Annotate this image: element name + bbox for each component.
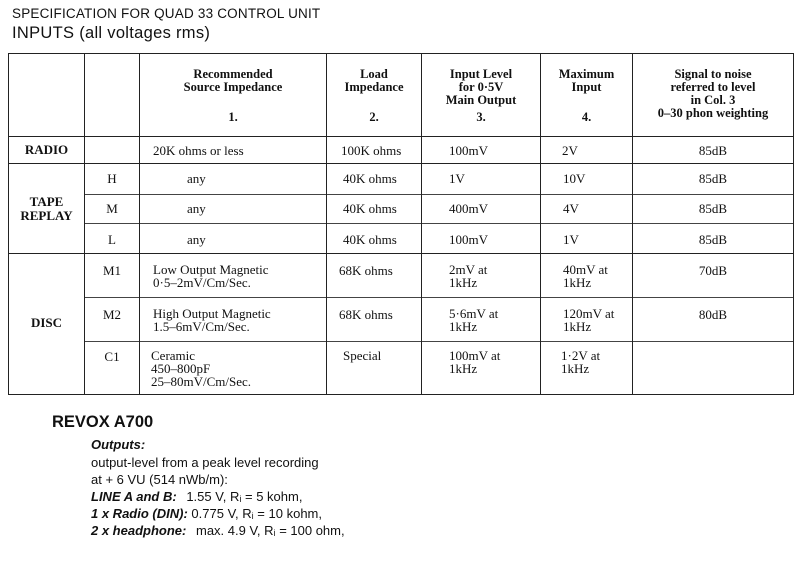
cell-line: 1kHz (563, 275, 592, 290)
header-line: 0–30 phon weighting (657, 106, 769, 120)
cell-source (151, 349, 251, 388)
table-rule (84, 53, 85, 394)
cell-line: 1kHz (449, 361, 478, 376)
table-rule (793, 53, 794, 394)
output-label: LINE A and B: (91, 489, 177, 504)
output-line-a-b (91, 489, 302, 504)
cell-source: any (187, 201, 206, 216)
cell-sub: H (107, 171, 117, 186)
header-line: Signal to noise (674, 67, 752, 81)
output-value: 0.775 V, Rᵢ = 10 kohm, (191, 506, 322, 521)
header-line: Source Impedance (183, 80, 283, 94)
cell-max: 1V (563, 232, 579, 247)
cell-snr: 85dB (698, 201, 728, 216)
table-rule (8, 136, 794, 137)
group-label-disc: DISC (30, 315, 63, 330)
cell-input (449, 349, 500, 375)
cell-load: 40K ohms (343, 171, 397, 186)
header-number: 3. (476, 110, 486, 124)
cell-snr: 85dB (698, 232, 728, 247)
table-rule (84, 297, 794, 298)
table-rule (8, 53, 794, 54)
header-source-impedance (140, 68, 326, 124)
cell-line: 25–80mV/Cm/Sec. (151, 374, 252, 389)
cell-line: 2mV at (449, 262, 488, 277)
header-number: 4. (581, 110, 592, 124)
cell-source: 20K ohms or less (153, 143, 244, 158)
outputs-description: at + 6 VU (514 nWb/m): (91, 472, 228, 487)
table-rule (84, 194, 794, 195)
cell-snr: 85dB (698, 171, 728, 186)
header-line: Input (571, 80, 602, 94)
output-value: 1.55 V, Rᵢ = 5 kohm, (186, 489, 303, 504)
header-line: Load (360, 67, 388, 81)
cell-line: 1kHz (561, 361, 590, 376)
cell-sub: M (106, 201, 118, 216)
cell-line: 1.5–6mV/Cm/Sec. (153, 319, 250, 334)
cell-line: 120mV at (563, 306, 615, 321)
cell-source (153, 263, 269, 289)
header-line: Recommended (193, 67, 273, 81)
group-label-line: TAPE (29, 194, 64, 209)
cell-line: 1kHz (563, 319, 592, 334)
group-label-radio: RADIO (24, 142, 69, 157)
table-rule (8, 163, 794, 164)
outputs-description: output-level from a peak level recording (91, 455, 319, 470)
cell-load: 68K ohms (339, 307, 393, 322)
cell-snr: 70dB (698, 263, 728, 278)
cell-input: 100mV (449, 143, 488, 158)
header-line: Input Level (449, 67, 513, 81)
output-line-radio (91, 506, 322, 521)
header-line: Impedance (344, 80, 404, 94)
cell-input (449, 307, 498, 333)
header-input-level (422, 68, 540, 124)
cell-line: 1kHz (449, 275, 478, 290)
cell-sub: C1 (104, 349, 120, 364)
revox-title: REVOX A700 (52, 413, 154, 431)
cell-snr: 85dB (698, 143, 728, 158)
table-rule (8, 53, 9, 394)
header-line: Maximum (558, 67, 615, 81)
header-maximum-input (541, 68, 632, 124)
group-label-line: REPLAY (20, 208, 73, 223)
table-rule (84, 341, 794, 342)
header-line: for 0·5V (458, 80, 504, 94)
cell-load: 68K ohms (339, 263, 393, 278)
table-rule (8, 394, 794, 395)
cell-input: 400mV (449, 201, 488, 216)
header-line: referred to level (670, 80, 756, 94)
cell-input: 1V (449, 171, 465, 186)
cell-input: 100mV (449, 232, 488, 247)
cell-sub: M1 (102, 263, 122, 278)
page-subtitle: INPUTS (all voltages rms) (12, 24, 211, 42)
header-number: 2. (369, 110, 379, 124)
header-number: 1. (228, 110, 238, 124)
cell-line: 1·2V at (561, 348, 601, 363)
cell-line: 0·5–2mV/Cm/Sec. (153, 275, 251, 290)
cell-source: any (187, 232, 206, 247)
cell-line: Ceramic (151, 348, 196, 363)
cell-load: 40K ohms (343, 201, 397, 216)
cell-max (561, 349, 600, 375)
cell-load: 100K ohms (341, 143, 402, 158)
cell-max (563, 307, 614, 333)
cell-line: 100mV at (449, 348, 501, 363)
cell-sub: M2 (102, 307, 122, 322)
header-line: Main Output (445, 93, 517, 107)
table-rule (8, 253, 794, 254)
cell-line: 5·6mV at (449, 306, 499, 321)
group-label-tape-replay (9, 195, 84, 223)
header-signal-to-noise (633, 68, 793, 120)
cell-input (449, 263, 487, 289)
cell-load: Special (343, 348, 382, 363)
table-rule (84, 223, 794, 224)
output-label: 2 x headphone: (91, 523, 187, 538)
cell-line: 40mV at (563, 262, 608, 277)
cell-source: any (187, 171, 206, 186)
cell-sub: L (108, 232, 116, 247)
cell-line: Low Output Magnetic (153, 262, 269, 277)
page-title: SPECIFICATION FOR QUAD 33 CONTROL UNIT (12, 6, 321, 21)
cell-load: 40K ohms (343, 232, 397, 247)
cell-max: 2V (562, 143, 578, 158)
cell-line: High Output Magnetic (153, 306, 271, 321)
output-value: max. 4.9 V, Rᵢ = 100 ohm, (195, 523, 345, 538)
header-line: in Col. 3 (690, 93, 736, 107)
header-load-impedance (327, 68, 421, 124)
output-line-headphone (91, 523, 345, 538)
output-label: 1 x Radio (DIN): (91, 506, 188, 521)
cell-max: 10V (563, 171, 586, 186)
cell-line: 450–800pF (151, 361, 211, 376)
cell-max (563, 263, 608, 289)
cell-source (153, 307, 271, 333)
cell-line: 1kHz (449, 319, 478, 334)
cell-snr: 80dB (698, 307, 728, 322)
cell-max: 4V (563, 201, 579, 216)
outputs-heading: Outputs: (91, 437, 146, 452)
